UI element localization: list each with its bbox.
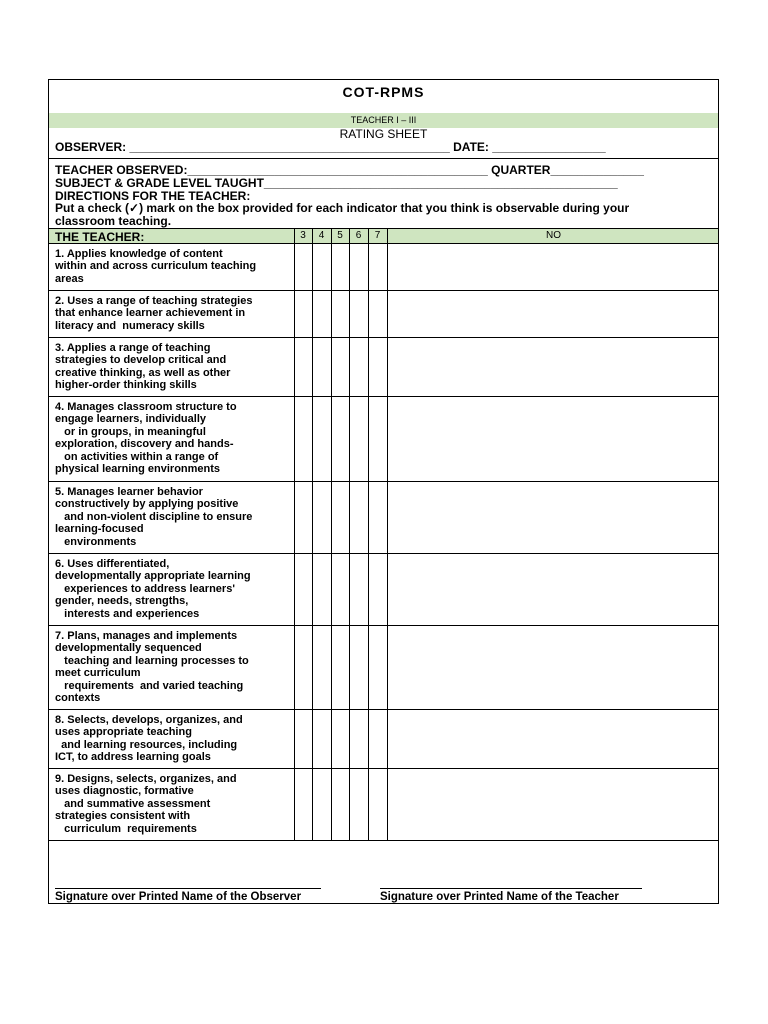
column-divider (387, 228, 388, 840)
directions-title: DIRECTIONS FOR THE TEACHER: (55, 189, 251, 203)
row-divider (49, 840, 718, 841)
divider (49, 158, 718, 159)
row-divider (49, 709, 718, 710)
teacher-level-text: TEACHER I – III (350, 115, 417, 125)
column-divider (368, 228, 369, 840)
indicator-6: 6. Uses differentiated, developmentally appropriate learning experiences to address learners' gender, needs, strengths, interests and experiences (55, 558, 251, 620)
indicator-5: 5. Manages learner behavior constructively by applying positive and non-violent discipline to ensure learning-focused environments (55, 486, 253, 548)
row-divider (49, 625, 718, 626)
column-divider (331, 228, 332, 840)
row-divider (49, 768, 718, 769)
indicator-7: 7. Plans, manages and implements developmentally sequenced teaching and learning processes to meet curriculum requirements and varied teaching contexts (55, 630, 249, 705)
row-divider (49, 290, 718, 291)
score-header-3: 3 (300, 230, 306, 241)
teacher-observed-field: TEACHER OBSERVED:_____________________________________________ QUARTER______________ (55, 163, 644, 177)
column-divider (349, 228, 350, 840)
subject-field: SUBJECT & GRADE LEVEL TAUGHT_____________________________________________________ (55, 176, 618, 190)
observer-field: OBSERVER: ________________________________________________ DATE: _________________ (55, 140, 606, 154)
indicator-1: 1. Applies knowledge of content within and across curriculum teaching areas (55, 248, 257, 285)
score-header-5: 5 (337, 230, 343, 241)
rating-sheet (48, 79, 719, 904)
teacher-signature-line (380, 888, 642, 889)
indicator-2: 2. Uses a range of teaching strategies that enhance learner achievement in literacy and numeracy skills (55, 295, 253, 332)
directions-text-1: Put a check (✓) mark on the box provided for each indicator that you think is observable during your (55, 201, 630, 215)
row-divider (49, 553, 718, 554)
observer-signature-label: Signature over Printed Name of the Observer (55, 891, 302, 903)
no-header: NO (546, 230, 561, 241)
document-title: COT-RPMS (342, 84, 425, 100)
row-divider (49, 337, 718, 338)
row-divider (49, 481, 718, 482)
row-divider (49, 396, 718, 397)
column-divider (294, 228, 295, 840)
rating-sheet-title: RATING SHEET (339, 127, 428, 141)
teacher-level-band (49, 113, 718, 128)
column-divider (312, 228, 313, 840)
score-header-6: 6 (355, 230, 362, 241)
indicator-3: 3. Applies a range of teaching strategies to develop critical and creative thinking, as well as other higher-order thinking skills (55, 342, 231, 392)
indicator-9: 9. Designs, selects, organizes, and uses diagnostic, formative and summative assessment strategies consistent with curriculum requirements (55, 773, 237, 835)
teacher-signature-label: Signature over Printed Name of the Teacher (380, 891, 619, 903)
score-header-7: 7 (374, 230, 381, 241)
table-header (49, 228, 718, 244)
indicator-4: 4. Manages classroom structure to engage learners, individually or in groups, in meaningful exploration, discovery and hands- on activities within a range of physical learning environments (55, 401, 237, 476)
directions-text-2: classroom teaching. (55, 214, 172, 228)
indicator-8: 8. Selects, develops, organizes, and uses appropriate teaching and learning resources, including ICT, to address learning goals (55, 714, 243, 764)
observer-signature-line (55, 888, 321, 889)
the-teacher-label: THE TEACHER: (55, 230, 145, 244)
score-header-4: 4 (318, 230, 325, 241)
